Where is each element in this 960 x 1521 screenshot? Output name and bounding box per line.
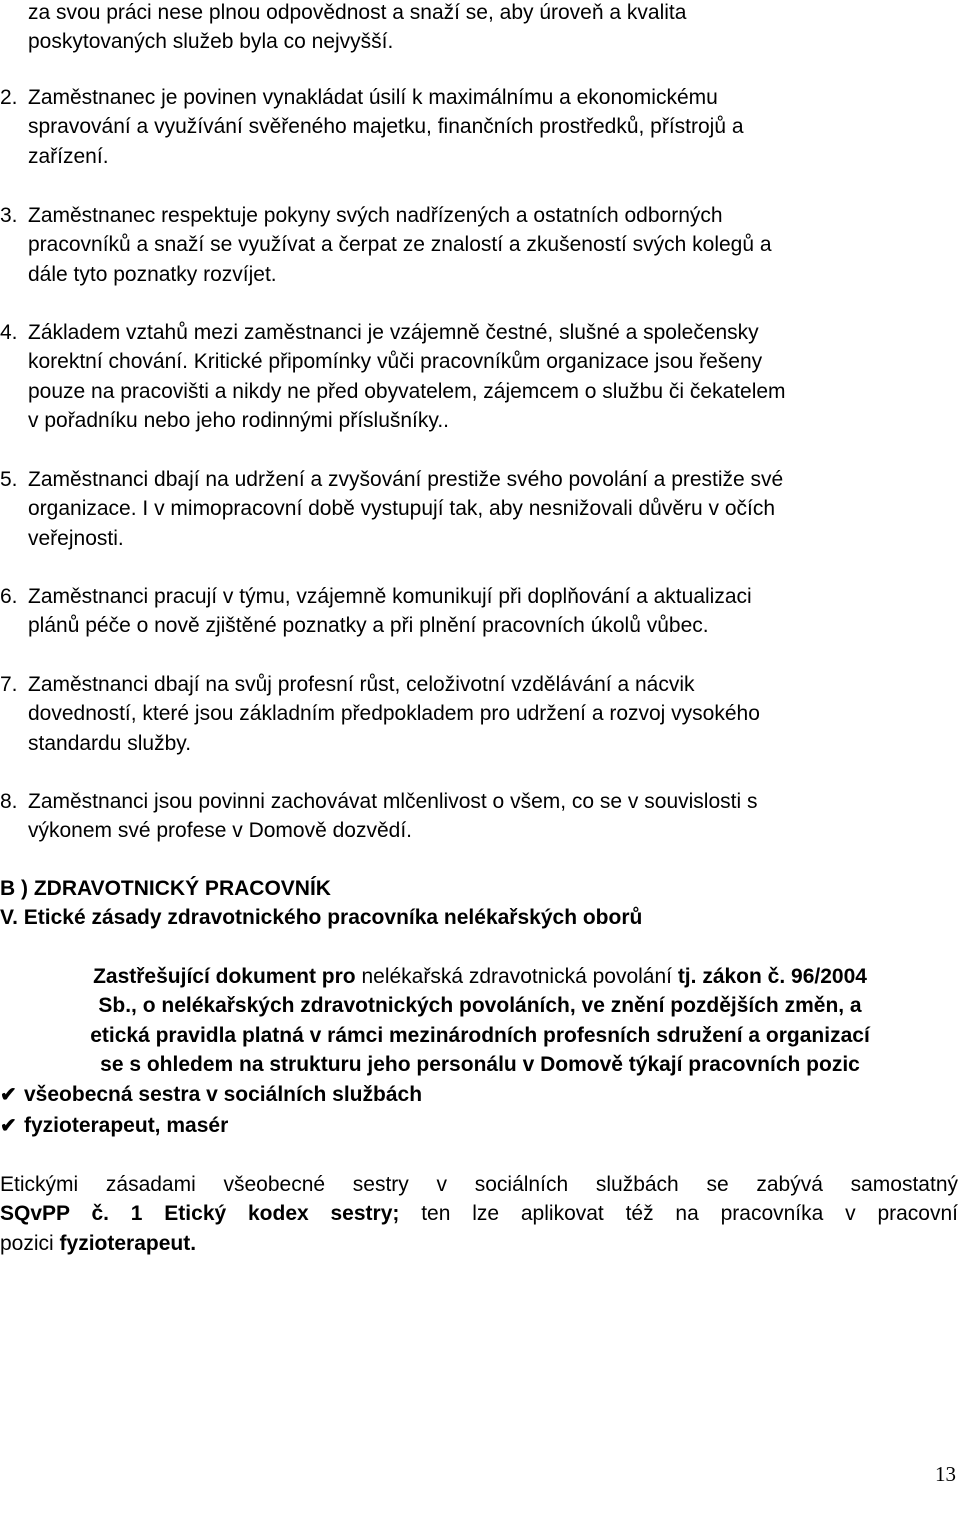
section-b-heading: B ) ZDRAVOTNICKÝ PRACOVNÍK — [0, 877, 331, 900]
item-line: dále tyto poznatky rozvíjet. — [28, 262, 277, 286]
item-line: Zaměstnanec respektuje pokyny svých nadřízených a ostatních odborných — [28, 204, 723, 227]
item-line: plánů péče o nově zjištěné poznatky a při plnění pracovních úkolů vůbec. — [28, 614, 709, 638]
umbrella-part: tj. zákon č. 96/2004 — [671, 965, 867, 988]
item-number: 2. — [0, 86, 18, 109]
umbrella-line-4: se s ohledem na strukturu jeho personálu v Domově týkají pracovních pozic — [100, 1053, 860, 1076]
item-line: Zaměstnanci dbají na udržení a zvyšování prestiže svého povolání a prestiže své — [28, 468, 784, 491]
page-number: 13 — [935, 1462, 956, 1486]
checkmark-icon: ✔ — [0, 1084, 17, 1106]
item-line: spravování a využívání svěřeného majetku, finančních prostředků, přístrojů a — [28, 115, 744, 139]
final-paragraph — [0, 1170, 958, 1258]
item-line: organizace. I v mimopracovní době vystupují tak, aby nesnižovali důvěru v očích — [28, 497, 776, 521]
item-line: korektní chování. Kritické připomínky vůči pracovníkům organizace jsou řešeny — [28, 350, 763, 374]
final-part: SQvPP č. 1 Etický kodex sestry; — [0, 1202, 400, 1226]
umbrella-line-1 — [0, 962, 960, 991]
list-item-6 — [0, 582, 930, 641]
umbrella-line-3: etická pravidla platná v rámci mezinárodních profesních sdružení a organizací — [90, 1024, 870, 1047]
list-item-8 — [0, 787, 930, 846]
item-line: Zaměstnanec je povinen vynakládat úsilí k maximálnímu a ekonomickému — [28, 86, 718, 109]
umbrella-part: Zastřešující dokument pro — [93, 965, 356, 988]
item-number: 5. — [0, 468, 18, 491]
final-part: fyzioterapeut. — [53, 1231, 197, 1255]
item-number: 3. — [0, 204, 18, 227]
check-item-nurse — [0, 1080, 422, 1110]
item-line: Zaměstnanci pracují v týmu, vzájemně komunikují při doplňování a aktualizaci — [28, 585, 752, 608]
item-line: Zaměstnanci dbají na svůj profesní růst, celoživotní vzdělávání a nácvik — [28, 673, 695, 696]
item-line: zařízení. — [28, 144, 109, 168]
list-item-7 — [0, 670, 930, 758]
item-line: v pořadníku nebo jeho rodinnými příslušníky.. — [28, 408, 450, 432]
umbrella-part: nelékařská zdravotnická povolání — [355, 965, 672, 988]
intro-line-2: poskytovaných služeb byla co nejvyšší. — [28, 30, 394, 54]
final-part: pozici — [0, 1231, 54, 1255]
item-number: 6. — [0, 585, 18, 608]
item-line: Základem vztahů mezi zaměstnanci je vzájemně čestné, slušné a společensky — [28, 321, 759, 344]
item-line: veřejnosti. — [28, 526, 124, 550]
intro-line-1: za svou práci nese plnou odpovědnost a snaží se, aby úroveň a kvalita — [28, 1, 687, 24]
final-part: ten lze aplikovat též na pracovníka v pracovní — [399, 1202, 958, 1226]
checkmark-icon: ✔ — [0, 1115, 17, 1137]
item-line: standardu služby. — [28, 731, 192, 755]
item-line: pouze na pracovišti a nikdy ne před obyvatelem, zájemcem o službu či čekatelem — [28, 379, 786, 403]
item-line: pracovníků a snaží se využívat a čerpat ze znalostí a zkušeností svých kolegů a — [28, 233, 772, 257]
check-item-physio — [0, 1111, 228, 1141]
final-line-2 — [0, 1199, 958, 1228]
check-label: fyzioterapeut, masér — [24, 1114, 229, 1137]
list-item-4 — [0, 318, 930, 435]
item-line: výkonem své profese v Domově dozvědí. — [28, 819, 413, 843]
final-line-3 — [0, 1229, 958, 1258]
final-line-1: Etickými zásadami všeobecné sestry v sociálních službách se zabývá samostatný — [0, 1173, 958, 1196]
umbrella-line-2: Sb., o nelékařských zdravotnických povoláních, ve znění pozdějších změn, a — [98, 994, 862, 1017]
list-item-5 — [0, 465, 930, 553]
check-label: všeobecná sestra v sociálních službách — [24, 1083, 423, 1106]
list-item-3 — [0, 201, 930, 289]
intro-paragraph — [28, 0, 943, 57]
item-number: 8. — [0, 790, 18, 813]
item-line: dovedností, které jsou základním předpokladem pro udržení a rozvoj vysokého — [28, 702, 760, 726]
item-number: 7. — [0, 673, 18, 696]
item-number: 4. — [0, 321, 18, 344]
list-item-2 — [0, 83, 930, 171]
item-line: Zaměstnanci jsou povinni zachovávat mlčenlivost o všem, co se v souvislosti s — [28, 790, 758, 813]
section-v-heading: V. Etické zásady zdravotnického pracovníka nelékařských oborů — [0, 906, 643, 929]
